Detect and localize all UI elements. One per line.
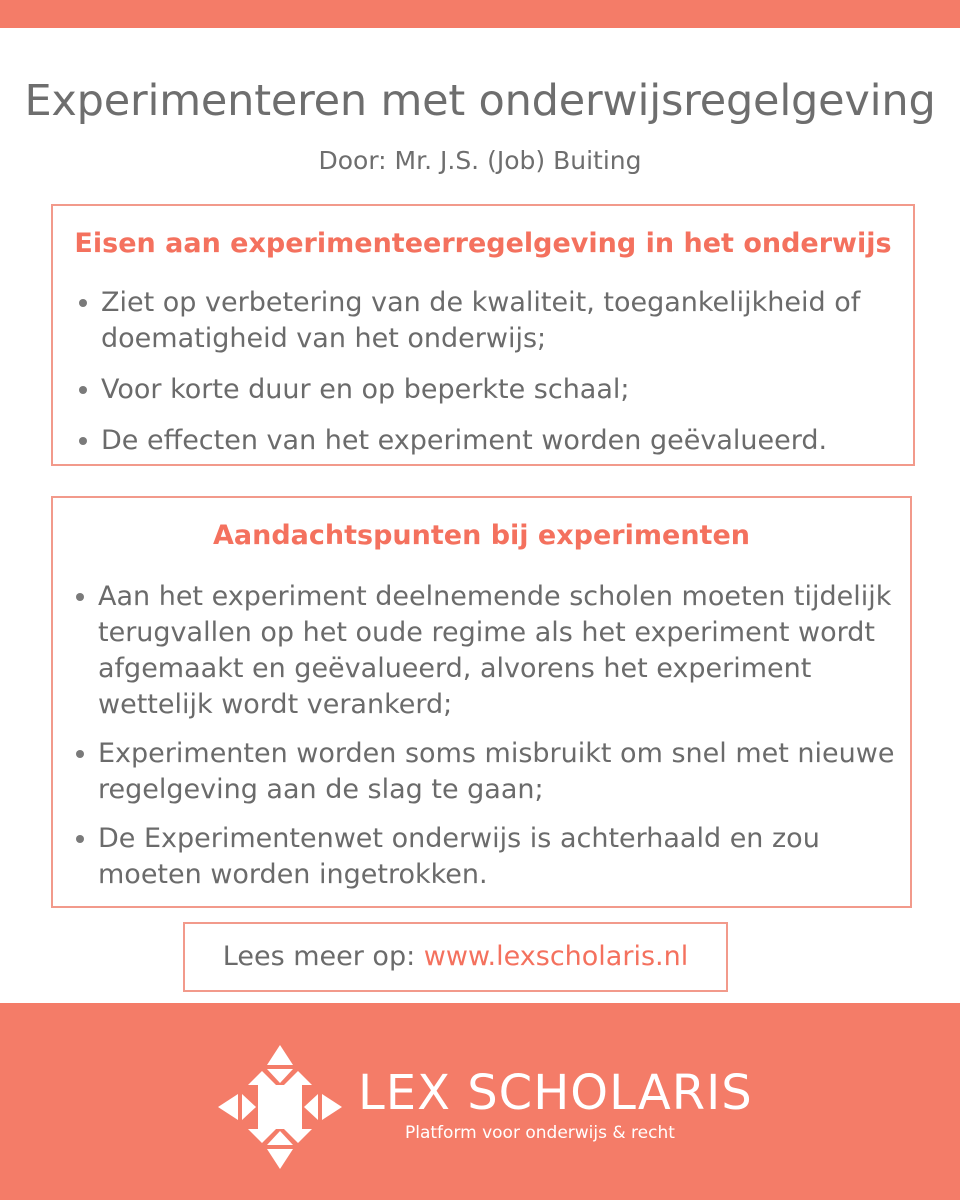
bullet-icon (76, 835, 84, 843)
brand-tagline: Platform voor onderwijs & recht (405, 1123, 675, 1143)
diamond-triangles-logo-icon (218, 1045, 342, 1169)
requirements-panel (51, 204, 915, 466)
list-item-text: Aan het experiment deelnemende scholen moeten tijdelijk terugvallen op het oude regime als het experiment wordt afgemaakt en geëvalueerd, alvorens het experiment wettelijk wordt verankerd; (98, 581, 892, 720)
list-item (101, 423, 901, 459)
requirements-heading: Eisen aan experimenteerregelgeving in het onderwijs (74, 228, 892, 259)
attention-points-panel (51, 496, 912, 908)
top-accent-bar (0, 0, 960, 28)
author-line: Door: Mr. J.S. (Job) Buiting (318, 146, 642, 175)
read-more-label: Lees meer op: (222, 941, 416, 972)
bullet-icon (76, 593, 84, 601)
list-item (98, 736, 898, 808)
list-item-text: De effecten van het experiment worden geëvalueerd. (101, 425, 828, 456)
list-item (98, 821, 898, 893)
list-item-text: Ziet op verbetering van de kwaliteit, toegankelijkheid of doematigheid van het onderwijs; (101, 287, 861, 354)
attention-points-list (98, 579, 898, 893)
requirements-list (101, 285, 901, 459)
list-item (101, 372, 901, 408)
attention-points-heading: Aandachtspunten bij experimenten (213, 520, 750, 551)
footer-banner (0, 1003, 960, 1200)
website-link[interactable]: www.lexscholaris.nl (423, 941, 689, 972)
list-item-text: Voor korte duur en op beperkte schaal; (101, 374, 630, 405)
list-item-text: Experimenten worden soms misbruikt om snel met nieuwe regelgeving aan de slag te gaan; (98, 738, 895, 805)
bullet-icon (79, 299, 87, 307)
bullet-icon (79, 437, 87, 445)
page-title: Experimenteren met onderwijsregelgeving (24, 76, 936, 126)
brand-name: LEX SCHOLARIS (358, 1065, 753, 1121)
bullet-icon (76, 750, 84, 758)
list-item (98, 579, 898, 723)
read-more-box (183, 922, 728, 992)
list-item-text: De Experimentenwet onderwijs is achterhaald en zou moeten worden ingetrokken. (98, 823, 820, 890)
bullet-icon (79, 386, 87, 394)
list-item (101, 285, 901, 357)
